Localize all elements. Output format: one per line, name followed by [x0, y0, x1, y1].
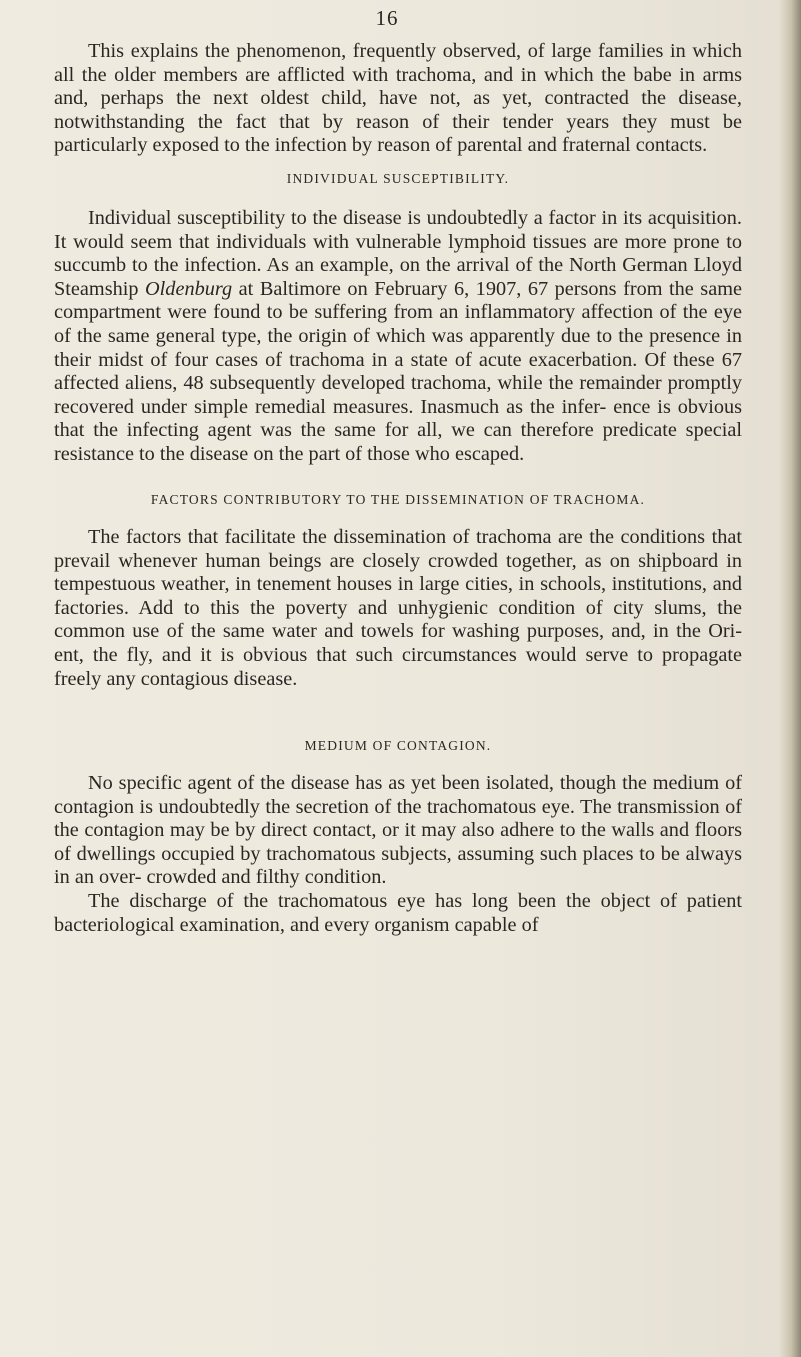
page-number: 16 [375, 6, 399, 30]
intro-block [54, 40, 742, 158]
ship-name: Oldenburg [145, 277, 233, 300]
section-body-individual-susceptibility [54, 207, 742, 467]
page-edge-shadow [779, 0, 801, 1357]
susceptibility-text-after: at Baltimore on February 6, 1907, 67 persons from the same compartment were found to be suffering from an inflammatory affection of the eye of the same general type, the origin of which was apparently due to the presence in their midst of four cases of trachoma in a state of acute exacerbation. Of these 67 affected aliens, 48 subsequently developed trachoma, while the remainder promptly recovered under simple remedial measures. Inasmuch as the infer- ence is obvious that the infecting agent was the same for all, we can therefore predicate special resistance to the disease on the part of those who escaped. [54, 277, 742, 465]
dissemination-paragraph: The factors that facilitate the dissemination of trachoma are the conditions that prevail whenever human beings are closely crowded together, as on shipboard in tempestuous weather, in tenement houses in large cities, in schools, institutions, and factories. Add to this the poverty and unhygienic condition of city slums, the common use of the same water and towels for washing purposes, and, in the Ori- ent, the fly, and it is obvious that such circumstances would serve to propagate freely any contagious disease. [54, 526, 742, 690]
susceptibility-paragraph [54, 207, 742, 467]
section-heading-dissemination-factors: FACTORS CONTRIBUTORY TO THE DISSEMINATION OF TRACHOMA. [150, 492, 646, 507]
section-body-dissemination-factors [54, 526, 742, 691]
susceptibility-text-before: Individual susceptibility to the disease is undoubtedly a factor in its acquisition. It would seem that individuals with vulnerable lymphoid tissues are more prone to succumb to the infection. As an example, on the arrival of the North German Lloyd Steamship [54, 207, 742, 300]
intro-paragraph: This explains the phenomenon, frequently observed, of large families in which all the older members are afflicted with trachoma, and in which the babe in arms and, perhaps the next oldest child, have not, as yet, contracted the disease, notwithstanding the fact that by reason of their tender years they must be particularly exposed to the infection by reason of parental and fraternal contacts. [54, 40, 742, 157]
contagion-paragraph: No specific agent of the disease has as yet been isolated, though the medium of contagion is undoubtedly the secretion of the trachomatous eye. The transmission of the contagion may be by direct contact, or it may also adhere to the walls and floors of dwellings occupied by trachomatous subjects, assuming such places to be always in an over- crowded and filthy condition. [54, 772, 742, 889]
section-heading-medium-of-contagion: MEDIUM OF CONTAGION. [304, 738, 492, 753]
section-body-medium-of-contagion [54, 772, 742, 937]
section-heading-individual-susceptibility: INDIVIDUAL SUSCEPTIBILITY. [286, 171, 510, 186]
discharge-paragraph: The discharge of the trachomatous eye has long been the object of patient bacteriological examination, and every organism capable of [54, 889, 742, 936]
